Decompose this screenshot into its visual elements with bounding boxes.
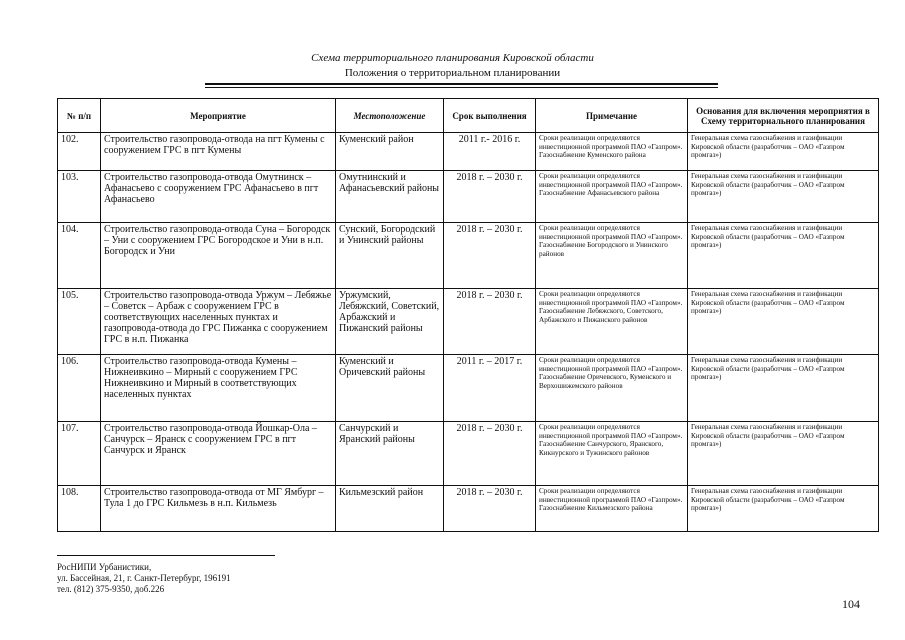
column-header-basis: Основания для включения мероприятия в Схему территориального планирования [688,99,879,133]
row-basis: Генеральная схема газоснабжения и газификации Кировской области (разработчик – ОАО «Газпром промгаз») [688,486,879,532]
table-row [58,355,879,422]
row-location: Куменский район [336,133,444,171]
row-basis: Генеральная схема газоснабжения и газификации Кировской области (разработчик – ОАО «Газпром промгаз») [688,133,879,171]
row-event: Строительство газопровода-отвода Йошкар-Ола – Санчурск – Яранск с сооружением ГРС в пгт Санчурск и Яранск [101,422,336,486]
row-number: 108. [58,486,101,532]
row-number: 104. [58,223,101,289]
column-header-note: Примечание [536,99,688,133]
table-row [58,422,879,486]
row-event: Строительство газопровода-отвода на пгт Кумены с сооружением ГРС в пгт Кумены [101,133,336,171]
row-note: Сроки реализации определяются инвестиционной программой ПАО «Газпром». Газоснабжение Лебяжского, Советского, Арбажского и Пижанского районов [536,289,688,355]
row-location: Сунский, Богородский и Унинский районы [336,223,444,289]
row-basis: Генеральная схема газоснабжения и газификации Кировской области (разработчик – ОАО «Газпром промгаз») [688,289,879,355]
measures-table [57,98,879,532]
footer-phone: тел. (812) 375-9350, доб.226 [57,584,165,594]
footer-address: ул. Бассейная, 21, г. Санкт-Петербург, 196191 [57,573,231,583]
row-basis: Генеральная схема газоснабжения и газификации Кировской области (разработчик – ОАО «Газпром промгаз») [688,223,879,289]
footer-rule [57,555,275,556]
row-note: Сроки реализации определяются инвестиционной программой ПАО «Газпром». Газоснабжение Богородского и Унинского районов [536,223,688,289]
row-event: Строительство газопровода-отвода от МГ Ямбург – Тула 1 до ГРС Кильмезь в н.п. Кильмезь [101,486,336,532]
row-term: 2018 г. – 2030 г. [444,223,536,289]
column-header-term: Срок выполнения [444,99,536,133]
row-term: 2018 г. – 2030 г. [444,422,536,486]
header-rule-thin [205,87,718,88]
row-basis: Генеральная схема газоснабжения и газификации Кировской области (разработчик – ОАО «Газпром промгаз») [688,422,879,486]
row-number: 103. [58,171,101,223]
document-subtitle: Положения о территориальном планировании [344,67,561,79]
table-row [58,223,879,289]
table-row [58,289,879,355]
row-number: 106. [58,355,101,422]
table-row [58,171,879,223]
column-header-location: Местоположение [336,99,444,133]
row-note: Сроки реализации определяются инвестиционной программой ПАО «Газпром». Газоснабжение Санчурского, Яранского, Кикнурского и Тужинского районов [536,422,688,486]
row-note: Сроки реализации определяются инвестиционной программой ПАО «Газпром». Газоснабжение Оричевского, Куменского и Верхошижемского районов [536,355,688,422]
table-row [58,133,879,171]
row-basis: Генеральная схема газоснабжения и газификации Кировской области (разработчик – ОАО «Газпром промгаз») [688,171,879,223]
table-row [58,486,879,532]
row-term: 2018 г. – 2030 г. [444,289,536,355]
row-number: 105. [58,289,101,355]
page-number: 104 [842,597,860,611]
row-event: Строительство газопровода-отвода Суна – Богородск – Уни с сооружением ГРС Богородское и Уни в н.п. Богородск и Уни [101,223,336,289]
row-term: 2018 г. – 2030 г. [444,486,536,532]
footer-org: РосНИПИ Урбанистики, [57,562,152,572]
table-header-row [58,99,879,133]
row-number: 102. [58,133,101,171]
row-location: Уржумский, Лебяжский, Советский, Арбажский и Пижанский районы [336,289,444,355]
row-term: 2011 г. – 2017 г. [444,355,536,422]
row-note: Сроки реализации определяются инвестиционной программой ПАО «Газпром». Газоснабжение Афанасьевского района [536,171,688,223]
row-location: Кильмезский район [336,486,444,532]
row-event: Строительство газопровода-отвода Уржум – Лебяжье – Советск – Арбаж с сооружением ГРС в соответствующих населенных пунктах и газопровода-отвода до ГРС Пижанка с сооружением ГРС в н.п. Пижанка [101,289,336,355]
row-basis: Генеральная схема газоснабжения и газификации Кировской области (разработчик – ОАО «Газпром промгаз») [688,355,879,422]
row-location: Куменский и Оричевский районы [336,355,444,422]
header-rule-thick [205,83,718,85]
row-location: Омутнинский и Афанасьевский районы [336,171,444,223]
footer-block [57,562,231,595]
document-title: Схема территориального планирования Кировской области [311,52,594,64]
column-header-event: Мероприятие [101,99,336,133]
column-header-number: № п/п [58,99,101,133]
row-note: Сроки реализации определяются инвестиционной программой ПАО «Газпром». Газоснабжение Кильмезского района [536,486,688,532]
row-note: Сроки реализации определяются инвестиционной программой ПАО «Газпром». Газоснабжение Куменского района [536,133,688,171]
row-term: 2018 г. – 2030 г. [444,171,536,223]
row-number: 107. [58,422,101,486]
row-event: Строительство газопровода-отвода Омутнинск – Афанасьево с сооружением ГРС Афанасьево в пгт Афанасьево [101,171,336,223]
row-event: Строительство газопровода-отвода Кумены – Нижнеивкино – Мирный с сооружением ГРС Нижнеивкино и Мирный в соответствующих населенных пунктах [101,355,336,422]
row-location: Санчурский и Яранский районы [336,422,444,486]
row-term: 2011 г.- 2016 г. [444,133,536,171]
